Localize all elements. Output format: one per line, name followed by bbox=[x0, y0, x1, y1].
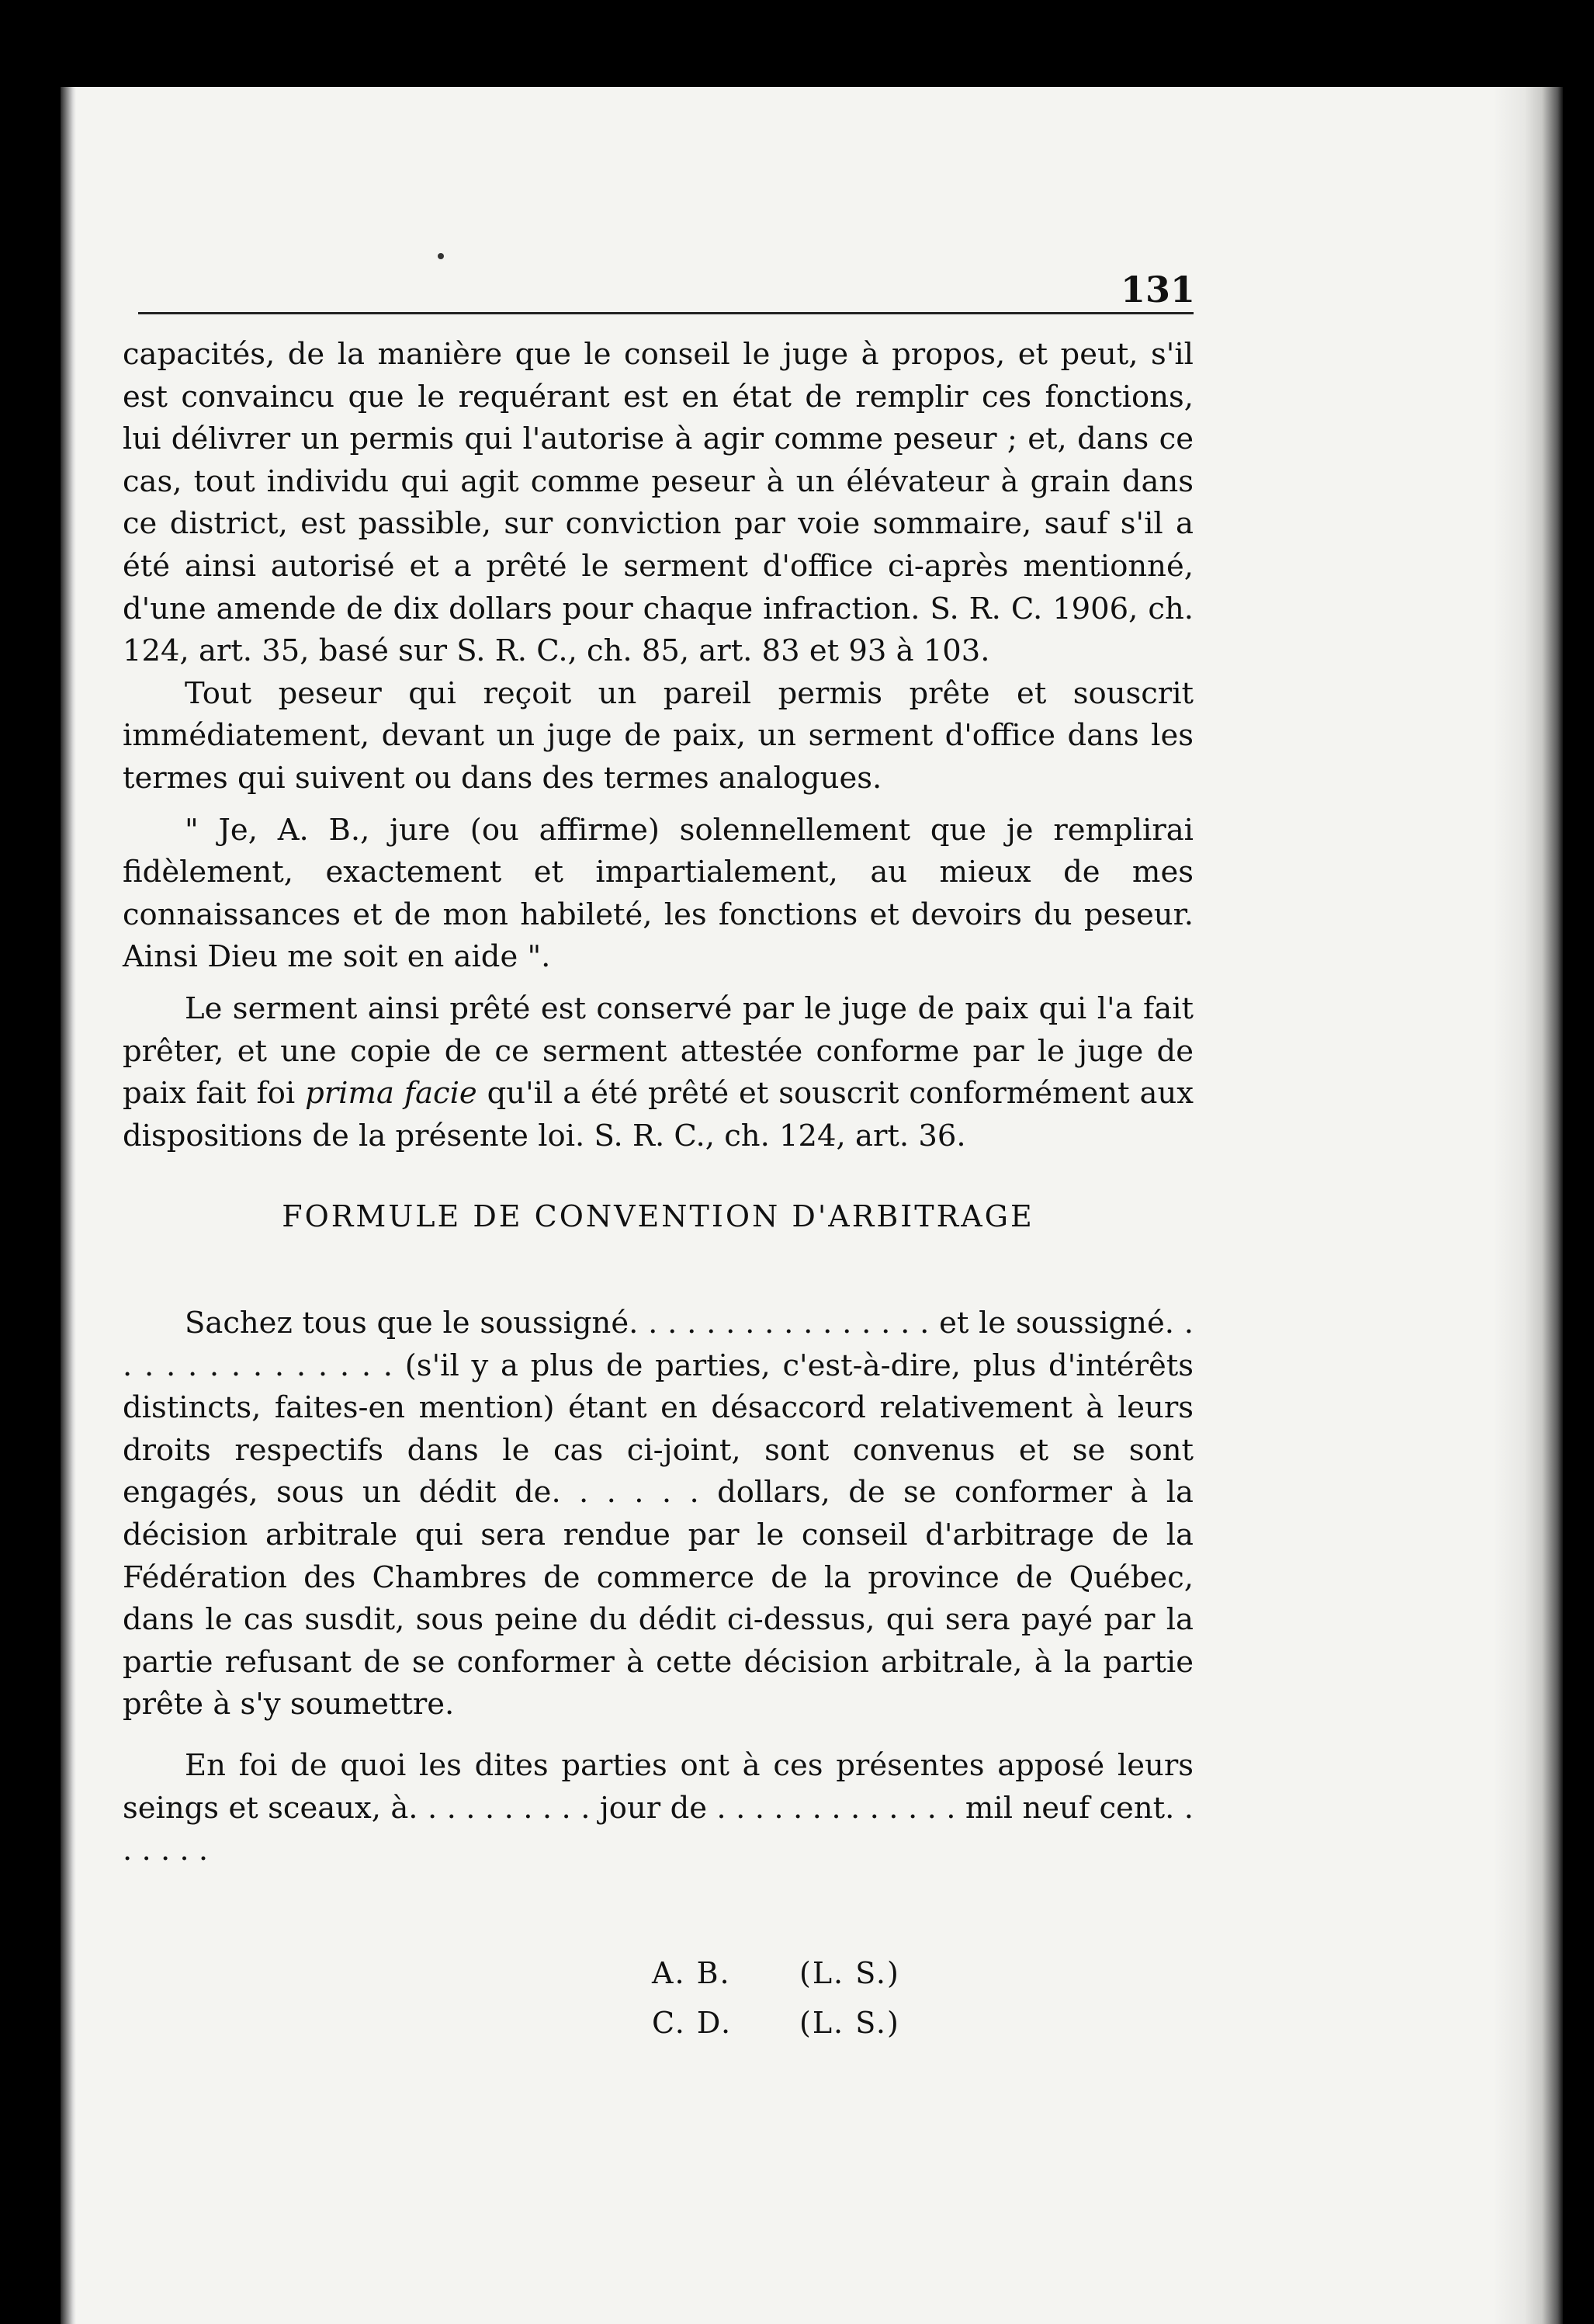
paragraph-serment-before: Le serment ainsi prêté est conservé par le juge de paix qui l'a fait prêter, et une copie de ce serment attestée conforme par le juge de paix fait foi bbox=[123, 990, 1194, 1112]
header-rule bbox=[138, 312, 1194, 314]
signature-name: C. D. bbox=[652, 2006, 733, 2040]
signature-line-1 bbox=[652, 1956, 900, 1990]
page-right-edge bbox=[1493, 87, 1563, 2324]
signature-seal: (L. S.) bbox=[799, 2006, 900, 2040]
paragraph-oath: " Je, A. B., jure (ou affirme) solennellement que je remplirai fidèlement, exactement et impartialement, au mieux de mes connaissances et de mon habileté, les fonctions et devoirs du peseur. Ainsi Dieu me soit en aide ". bbox=[123, 812, 1194, 975]
page-number: 131 bbox=[1120, 269, 1195, 310]
section-heading: FORMULE DE CONVENTION D'ARBITRAGE bbox=[282, 1199, 1034, 1233]
form-paragraph-witness: En foi de quoi les dites parties ont à ces présentes apposé leurs seings et sceaux, à. . . . . . . . . . jour de . . . . . . . . . . . . . mil neuf cent. . . . . . . bbox=[123, 1747, 1194, 1868]
prima-facie-italic: prima facie bbox=[305, 1076, 477, 1112]
form-paragraph-agreement: Sachez tous que le soussigné. . . . . . . . . . . . . . . . et le soussigné. . . . . . . . . . . . . . . (s'il y a plus de parties, c'est-à-dire, plus d'intérêts distincts, faites-en mention) étant en désaccord relativement à leurs droits respectifs dans le cas ci-joint, sont convenus et se sont engagés, sous un dédit de. . . . . . dollars, de se conformer à la décision arbitrale qui sera rendue par le conseil d'arbitrage de la Fédération des Chambres de commerce de la province de Québec, dans le cas susdit, sous peine du dédit ci-dessus, qui sera payé par la partie refusant de se conformer à cette décision arbitrale, à la partie prête à s'y soumettre. bbox=[123, 1306, 1194, 1722]
paragraph-serment bbox=[123, 988, 1194, 1157]
signature-seal: (L. S.) bbox=[799, 1956, 900, 1990]
form-text bbox=[123, 1302, 1194, 1872]
scan-speck bbox=[438, 253, 444, 259]
body-text bbox=[123, 334, 1194, 1157]
page-left-edge bbox=[61, 87, 76, 2324]
paragraph-permis: Tout peseur qui reçoit un pareil permis prête et souscrit immédiatement, devant un juge de paix, un serment d'office dans les termes qui suivent ou dans des termes analogues. bbox=[123, 675, 1194, 796]
paragraph-serment-after: qu'il a été prêté et souscrit conformément aux dispositions de la présente loi. S. R. C., ch. 124, art. 36. bbox=[123, 1076, 1194, 1153]
paragraph-continuation: capacités, de la manière que le conseil le juge à propos, et peut, s'il est convaincu que le requérant est en état de remplir ces fonctions, lui délivrer un permis qui l'autorise à agir comme peseur ; et, dans ce cas, tout individu qui agit comme peseur à un élévateur à grain dans ce district, est passible, sur conviction par voie sommaire, sauf s'il a été ainsi autorisé et a prêté le serment d'office ci-après mentionné, d'une amende de dix dollars pour chaque infraction. S. R. C. 1906, ch. 124, art. 35, basé sur S. R. C., ch. 85, art. 83 et 93 à 103. bbox=[123, 337, 1194, 669]
signature-line-2 bbox=[652, 2006, 900, 2040]
signature-name: A. B. bbox=[652, 1956, 731, 1990]
